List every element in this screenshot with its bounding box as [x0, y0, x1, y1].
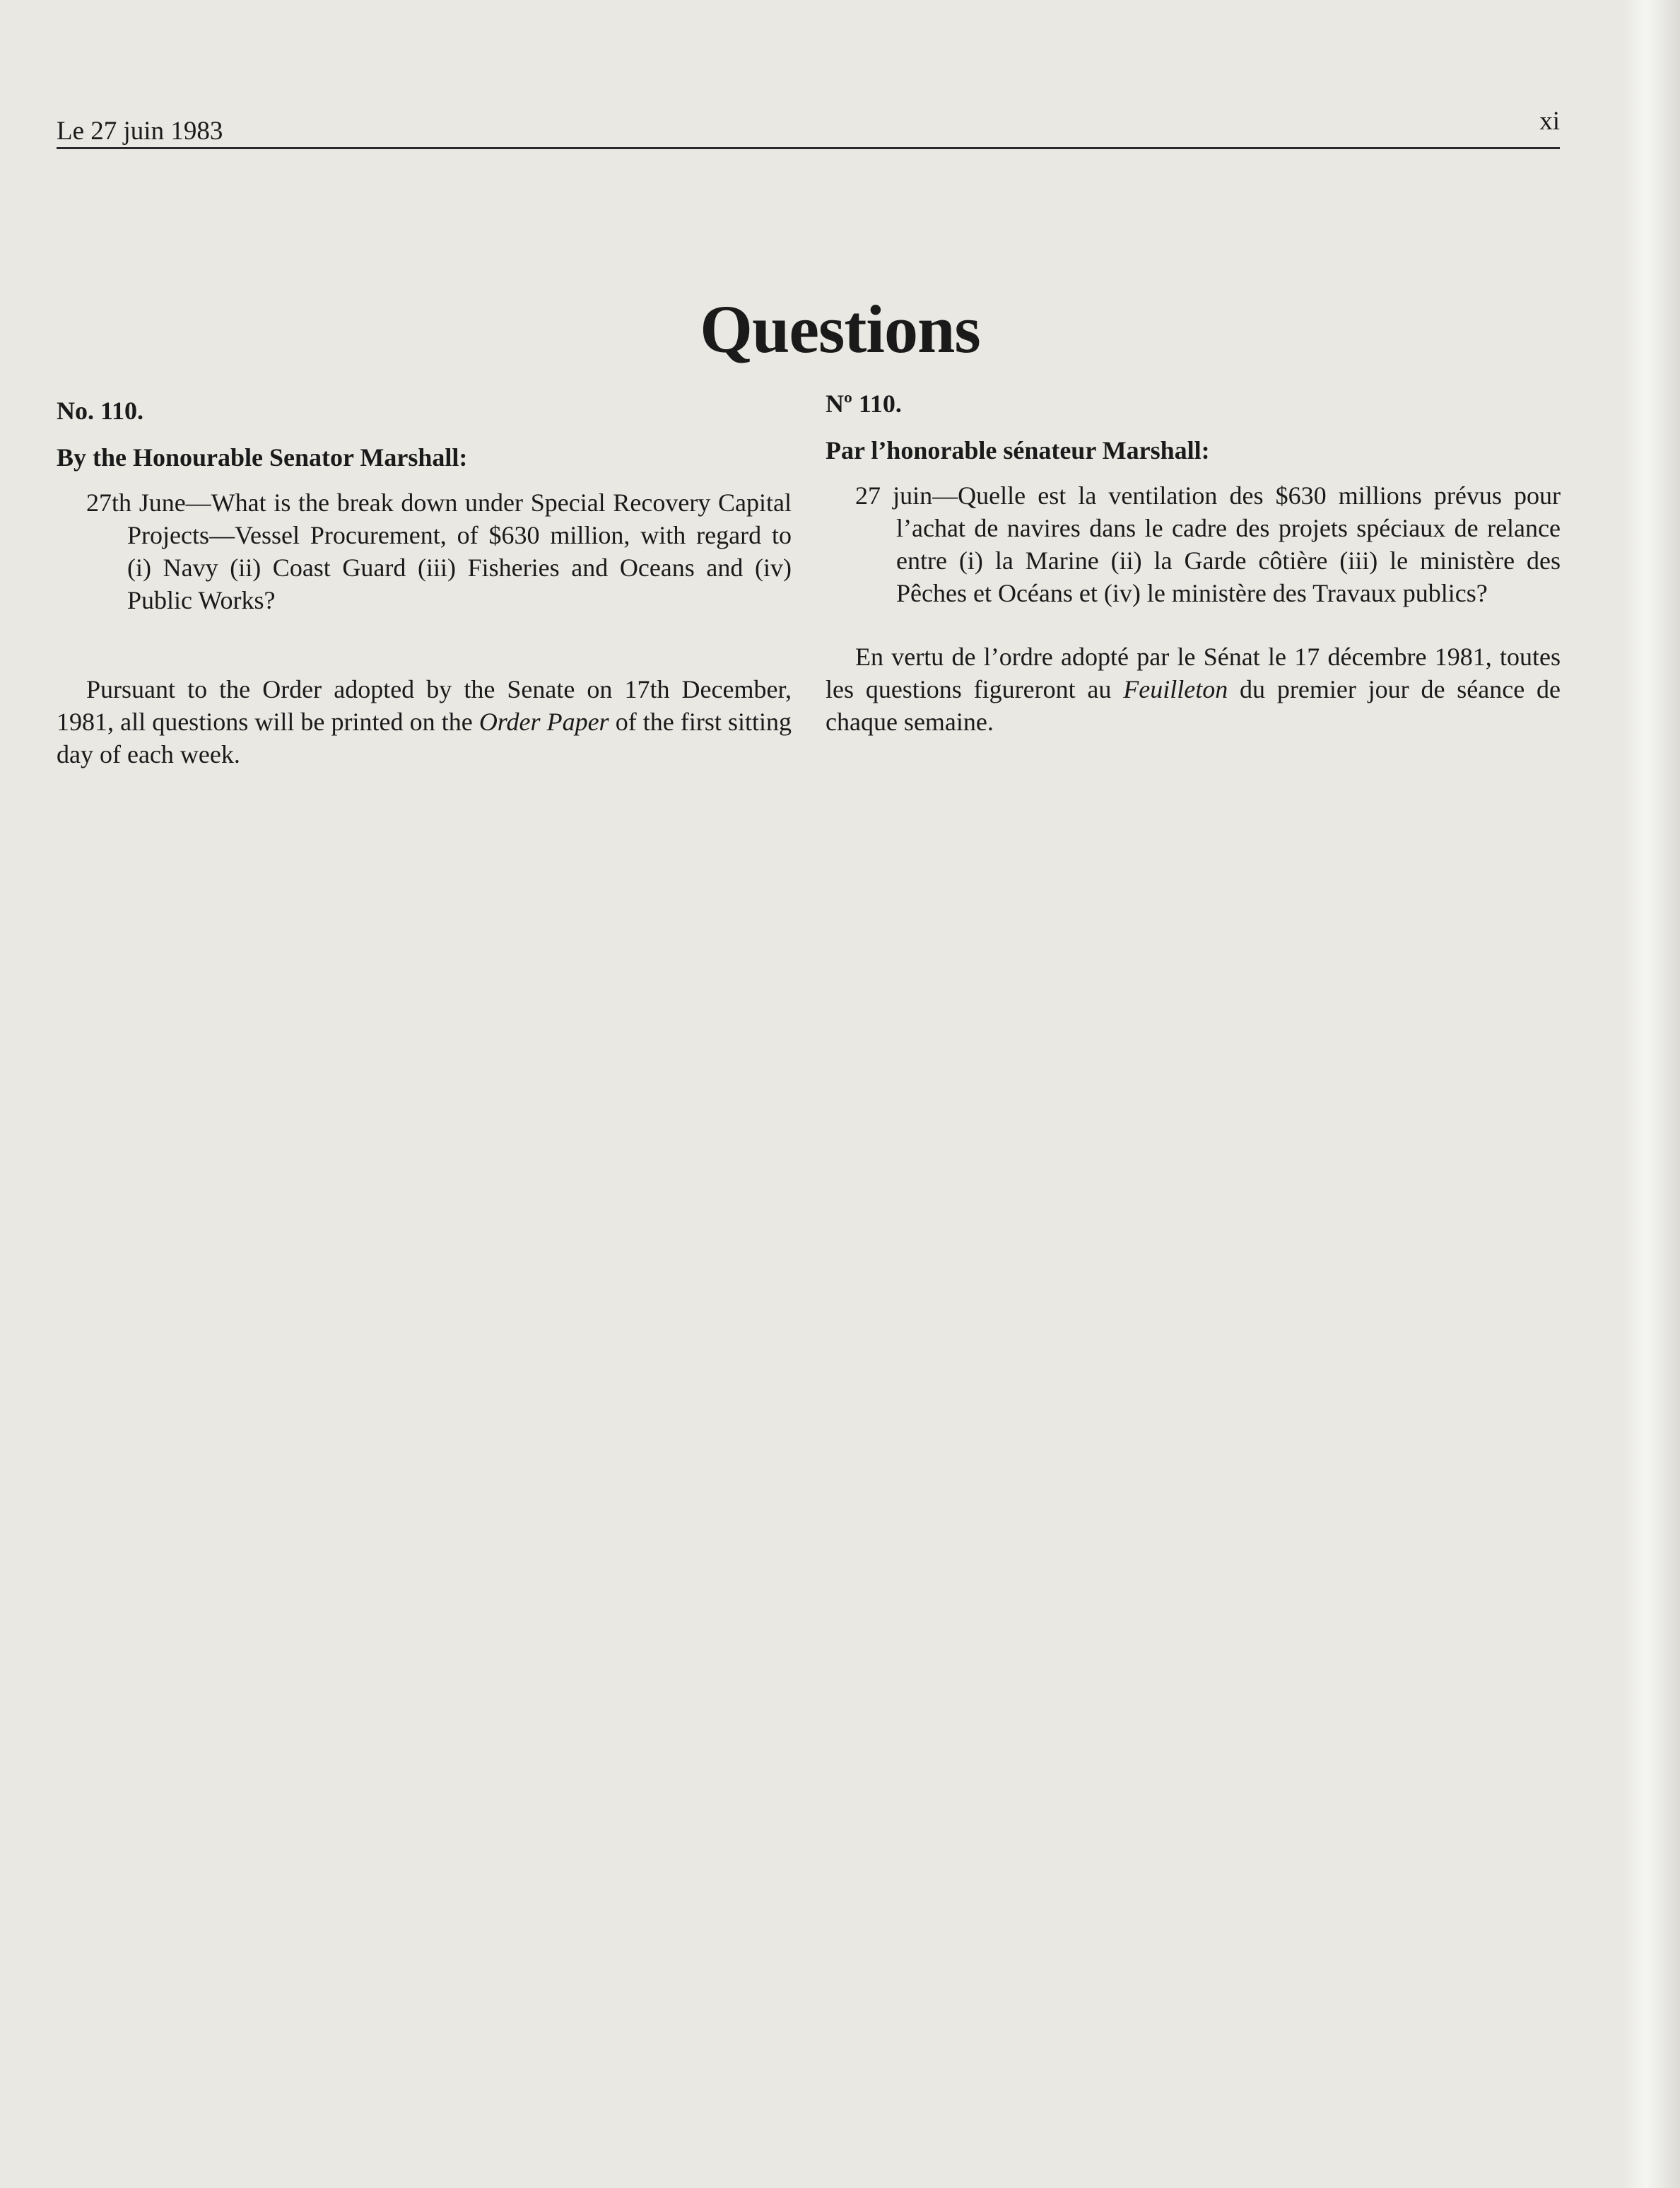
- question-text-fr: 27 juin—Quelle est la ventilation des $630 millions prévus pour l’achat de navires dans le cadre des projets spéciaux de relance entre (i) la Marine (ii) la Garde côtière (iii) le ministère des Pêches et Océans et (iv) le ministère des Travaux publics?: [855, 481, 1561, 607]
- order-note-fr: En vertu de l’ordre adopté par le Sénat le 17 décembre 1981, toutes les questions figureront au Feuilleton du premier jour de séance de chaque semaine.: [826, 643, 1561, 736]
- question-author-fr: Par l’honorable sénateur Marshall:: [826, 436, 1210, 464]
- question-number-fr: Nº 110.: [826, 390, 902, 418]
- question-text: 27th June—What is the break down under Special Recovery Capital Projects—Vessel Procurement, of $630 million, with regard to (i) Navy (ii) Coast Guard (iii) Fisheries and Oceans and (iv) Public Works?: [86, 489, 792, 614]
- question-number: No. 110.: [57, 397, 144, 425]
- header-rule: [57, 147, 1560, 149]
- page-number: xi: [1539, 107, 1560, 136]
- french-column: [826, 390, 1561, 738]
- english-column: [57, 396, 792, 771]
- header-date: Le 27 juin 1983: [57, 117, 223, 146]
- question-author: By the Honourable Senator Marshall:: [57, 443, 468, 472]
- page-title: Questions: [700, 291, 980, 367]
- order-note: Pursuant to the Order adopted by the Senate on 17th December, 1981, all questions will be printed on the Order Paper of the first sitting day of each week.: [57, 675, 792, 768]
